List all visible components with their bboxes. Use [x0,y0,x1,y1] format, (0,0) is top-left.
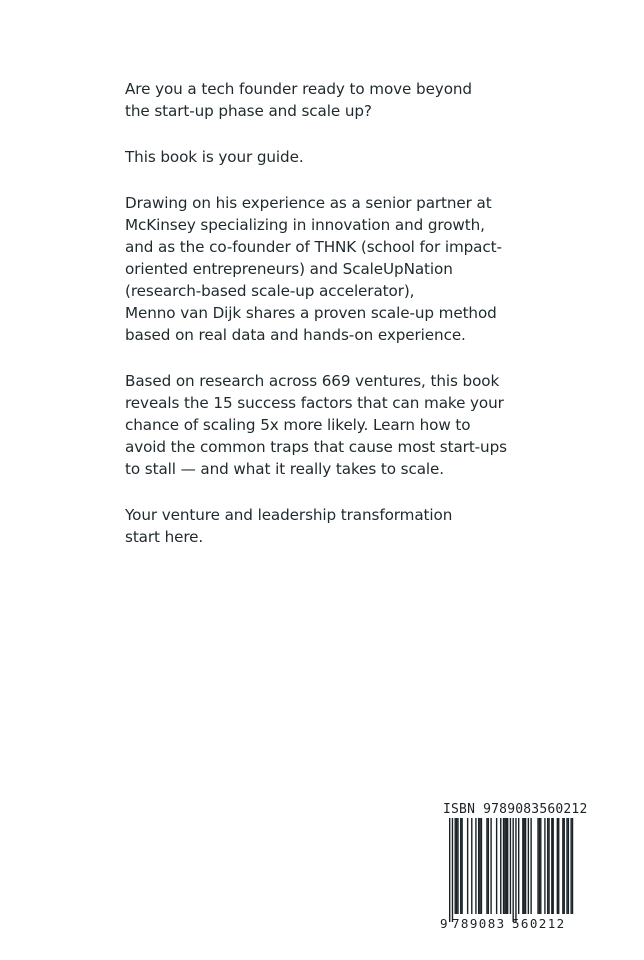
barcode-bar [457,818,458,914]
barcode-bars [440,818,574,922]
barcode-bar [570,818,571,914]
barcode-digits [440,916,574,932]
blurb-intro-question: Are you a tech founder ready to move beyond the start-up phase and scale up? [125,80,472,120]
barcode-bar [557,818,558,914]
barcode-bar [456,818,457,914]
blurb-closing-line: Your venture and leadership transformation start here. [125,506,453,546]
barcode-bar [504,818,505,914]
barcode-bar [558,818,559,914]
barcode-bar [503,818,504,914]
barcode-bar [548,818,549,914]
barcode-bar [460,818,461,914]
barcode-bar [564,818,565,914]
barcode-left-digits: 789083 [452,916,506,931]
barcode-guard-bar [449,818,450,922]
blurb-guide-line: This book is your guide. [125,148,304,166]
barcode-guard-bar [515,818,516,922]
barcode-bar [488,818,489,914]
barcode-bar [490,818,491,914]
barcode-bar [544,818,545,914]
barcode-bar [518,818,519,914]
barcode-bar [522,818,523,914]
barcode-bar [506,818,507,914]
barcode-bar [525,818,526,914]
barcode-bar [481,818,482,914]
barcode-bar [540,818,541,914]
blurb-author-paragraph: Drawing on his experience as a senior partner at McKinsey specializing in innovation and growth, and as the co-founder of THNK (school for impact- oriented entrepreneurs) and ScaleUpNation (research-based scale-up accelerator), Menno van Dijk shares a proven scale-up method based on real data and hands-on experience. [125,194,502,344]
blurb-research-paragraph: Based on research across 669 ventures, this book reveals the 15 success factors that can make your chance of scaling 5x more likely. Learn how to avoid the common traps that cause most start-ups to stall — and what it really takes to scale. [125,372,507,478]
barcode-bar [455,818,456,914]
barcode-bar [562,818,563,914]
barcode-bar [524,818,525,914]
barcode-bar [471,818,472,914]
barcode-bar [510,818,511,914]
barcode-bar [461,818,462,914]
barcode-bar [507,818,508,914]
barcode-bar [553,818,554,914]
isbn-label: ISBN 9789083560212 [443,802,588,817]
barcode-bar [478,818,479,914]
isbn-barcode [440,800,588,932]
barcode-bar [486,818,487,914]
barcode-bar [500,818,501,914]
barcode-bar [537,818,538,914]
barcode-bar [547,818,548,914]
barcode-bar [467,818,468,914]
barcode-bar [566,818,567,914]
barcode-guard-bar [512,818,513,922]
barcode-bar [530,818,531,914]
barcode-bar [568,818,569,914]
back-cover-blurb [125,78,525,572]
barcode-bar [475,818,476,914]
barcode-bar [528,818,529,914]
barcode-bar [551,818,552,914]
barcode-right-digits: 560212 [512,916,566,931]
barcode-bar [539,818,540,914]
barcode-guard-bar [452,818,453,922]
barcode-bar [479,818,480,914]
barcode-first-digit: 9 [440,916,448,931]
barcode-bar [496,818,497,914]
barcode-bar [572,818,573,914]
